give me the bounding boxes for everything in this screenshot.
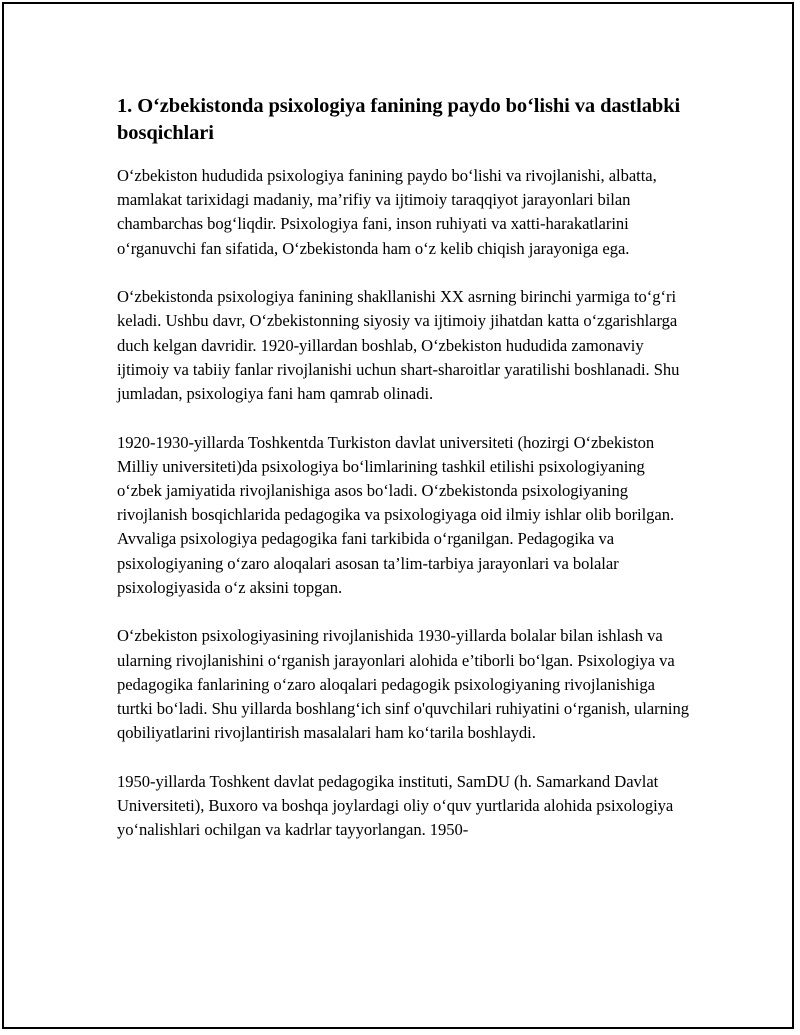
section-heading: 1. O‘zbekistonda psixologiya fanining paydo bo‘lishi va dastlabki bosqichlari [117,95,681,144]
paragraph-4: O‘zbekiston psixologiyasining rivojlanishida 1930-yillarda bolalar bilan ishlash va ularning rivojlanishini o‘rganish jarayonlari alohida e’tiborli bo‘lgan. Psixologiya va pedagogika fanlarining o‘zaro aloqalari pedagogik psixologiyaning rivojlanishiga turtki bo‘ladi. Shu yillarda boshlang‘ich sinf o'quvchilari ruhiyatini o‘rganish, ularning qobiliyatlarini rivojlantirish masalalari ham ko‘tarila boshlaydi. [117,626,689,743]
document-body [117,93,692,867]
paragraph-1: O‘zbekiston hududida psixologiya fanining paydo bo‘lishi va rivojlanishi, albatta, mamlakat tarixidagi madaniy, ma’rifiy va ijtimoiy taraqqiyot jarayonlari bilan chambarchas bog‘liqdir. Psixologiya fani, inson ruhiyati va xatti-harakatlarini o‘rganuvchi fan sifatida, O‘zbekistonda ham o‘z kelib chiqish jarayoniga ega. [117,166,657,258]
paragraph-5: 1950-yillarda Toshkent davlat pedagogika instituti, SamDU (h. Samarkand Davlat Universiteti), Buxoro va boshqa joylardagi oliy o‘quv yurtlarida alohida psixologiya yo‘nalishlari ochilgan va kadrlar tayyorlangan. 1950- [117,771,674,840]
paragraph-3: 1920-1930-yillarda Toshkentda Turkiston davlat universiteti (hozirgi O‘zbekiston Milliy universiteti)da psixologiya bo‘limlarining tashkil etilishi psixologiyaning o‘zbek jamiyatida rivojlanishiga asos bo‘ladi. O‘zbekistonda psixologiyaning rivojlanish bosqichlarida pedagogika va psixologiyaga oid ilmiy ishlar olib borilgan. Avvaliga psixologiya pedagogika fani tarkibida o‘rganilgan. Pedagogika va psixologiyaning o‘zaro aloqalari asosan ta’lim-tarbiya jarayonlari va bolalar psixologiyasida o‘z aksini topgan. [117,432,675,597]
paragraph-2: O‘zbekistonda psixologiya fanining shakllanishi XX asrning birinchi yarmiga to‘g‘ri keladi. Ushbu davr, O‘zbekistonning siyosiy va ijtimoiy jihatdan katta o‘zgarishlarga duch kelgan davridir. 1920-yillardan boshlab, O‘zbekiston hududida zamonaviy ijtimoiy va tabiiy fanlar rivojlanishi uchun shart-sharoitlar yaratilishi boshlanadi. Shu jumladan, psixologiya fani ham qamrab olinadi. [117,287,680,404]
